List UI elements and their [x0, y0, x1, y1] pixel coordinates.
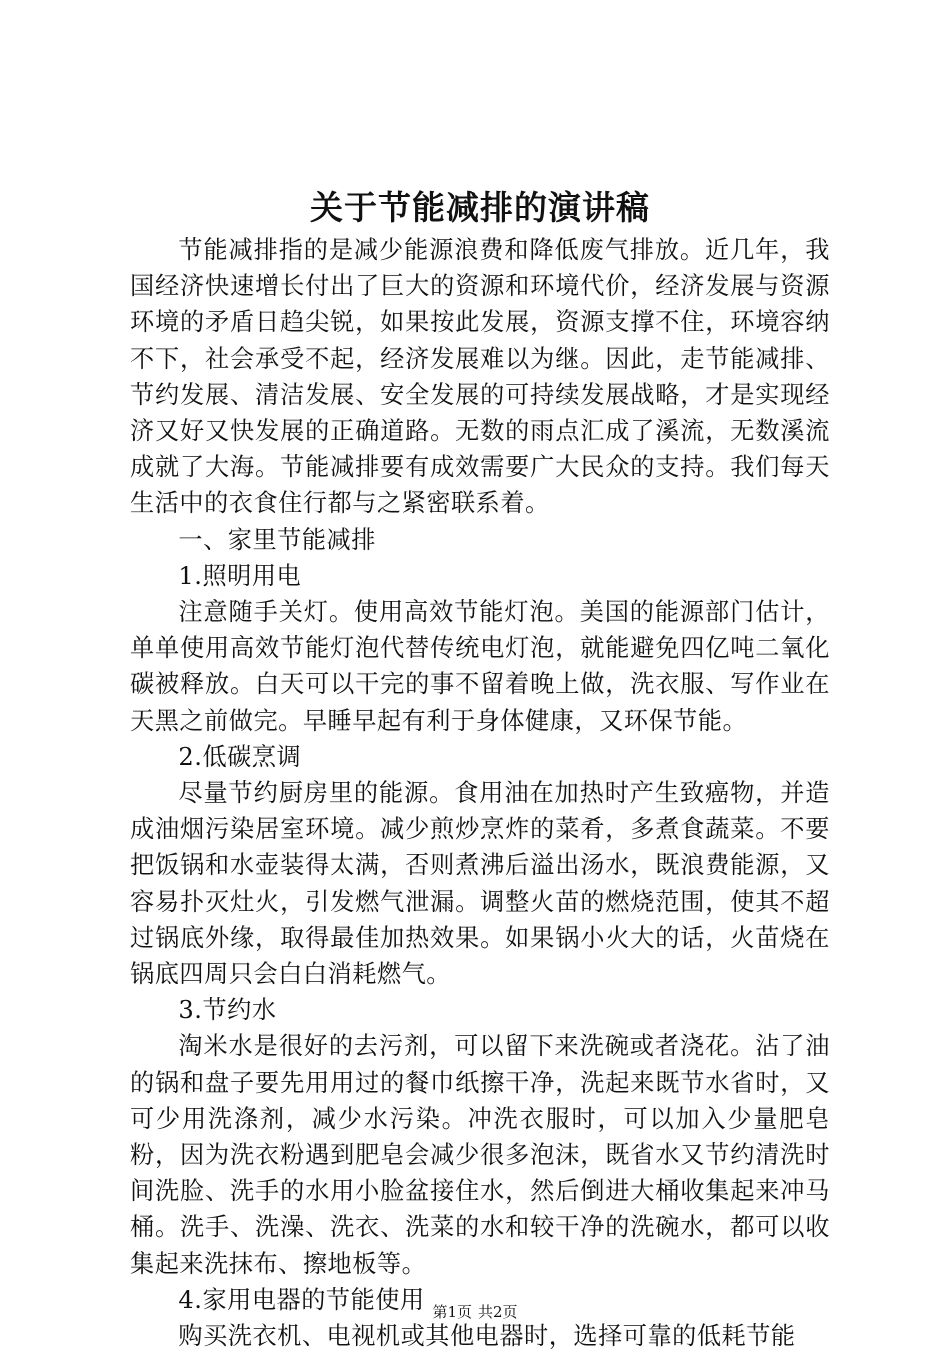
subheading-water: 3.节约水 — [178, 996, 277, 1025]
page-number: 第1页 — [432, 1303, 472, 1321]
paragraph-cooking: 尽量节约厨房里的能源。食用油在加热时产生致癌物，并造成油烟污染居室环境。减少煎炒烹炸的菜肴，多煮食蔬菜。不要把饭锅和水壶装得太满，否则煮沸后溢出汤水，既浪费能源，又容易扑灭灶火，引发燃气泄漏。调整火苗的燃烧范围，使其不超过锅底外缘，取得最佳加热效果。如果锅小火大的话，火苗烧在锅底四周只会白白消耗燃气。 — [130, 779, 830, 989]
page-total: 共2页 — [478, 1303, 518, 1321]
document-body — [130, 232, 830, 1354]
page-footer — [0, 1302, 950, 1322]
paragraph-appliances: 购买洗衣机、电视机或其他电器时，选择可靠的低耗节能 — [178, 1322, 796, 1351]
paragraph-lighting: 注意随手关灯。使用高效节能灯泡。美国的能源部门估计，单单使用高效节能灯泡代替传统电灯泡，就能避免四亿吨二氧化碳被释放。白天可以干完的事不留着晚上做，洗衣服、写作业在天黑之前做完。早睡早起有利于身体健康，又环保节能。 — [130, 598, 830, 735]
section-heading-home: 一、家里节能减排 — [178, 525, 376, 554]
paragraph-water: 淘米水是很好的去污剂，可以留下来洗碗或者浇花。沾了油的锅和盘子要先用用过的餐巾纸擦干净，洗起来既节水省时，又可少用洗涤剂，减少水污染。冲洗衣服时，可以加入少量肥皂粉，因为洗衣粉遇到肥皂会减少很多泡沫，既省水又节约清洗时间洗脸、洗手的水用小脸盆接住水，然后倒进大桶收集起来冲马桶。洗手、洗澡、洗衣、洗菜的水和较干净的洗碗水，都可以收集起来洗抹布、擦地板等。 — [130, 1032, 830, 1278]
document-title: 关于节能减排的演讲稿 — [310, 188, 650, 227]
subheading-lighting: 1.照明用电 — [178, 561, 302, 590]
subheading-cooking: 2.低碳烹调 — [178, 742, 302, 771]
paragraph-intro: 节能减排指的是减少能源浪费和降低废气排放。近几年，我国经济快速增长付出了巨大的资源和环境代价，经济发展与资源环境的矛盾日趋尖锐，如果按此发展，资源支撑不住，环境容纳不下，社会承受不起，经济发展难以为继。因此，走节能减排、节约发展、清洁发展、安全发展的可持续发展战略，才是实现经济又好又快发展的正确道路。无数的雨点汇成了溪流，无数溪流成就了大海。节能减排要有成效需要广大民众的支持。我们每天生活中的衣食住行都与之紧密联系着。 — [130, 236, 830, 518]
subheading-appliances: 4.家用电器的节能使用 — [178, 1285, 425, 1314]
